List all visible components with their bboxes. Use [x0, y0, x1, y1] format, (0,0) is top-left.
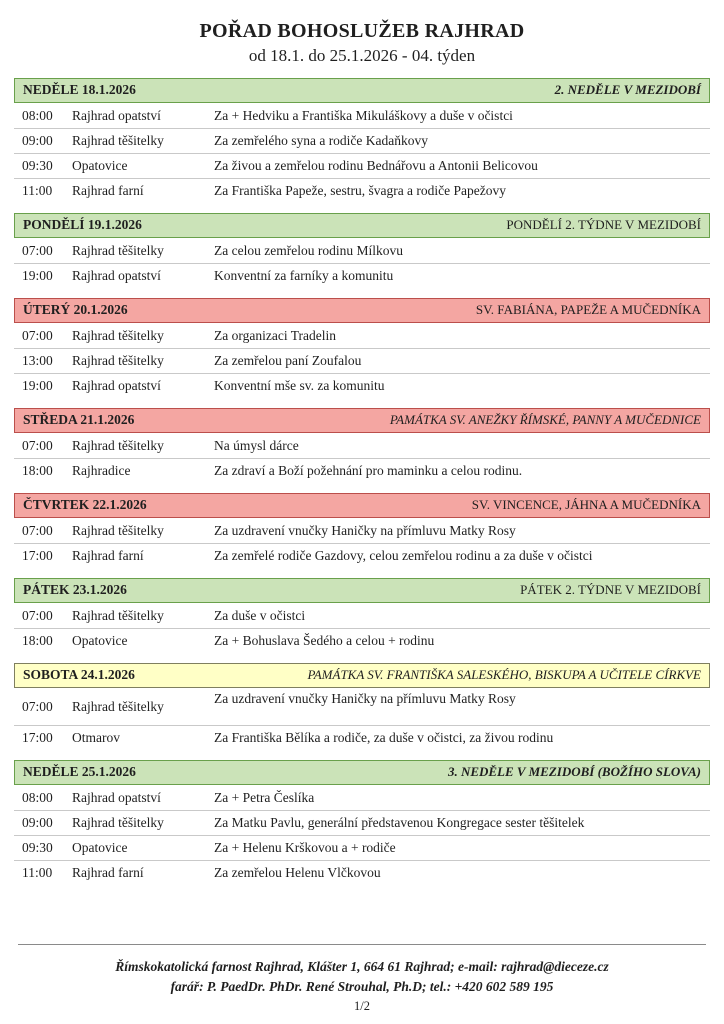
service-intention: Za celou zemřelou rodinu Mílkovu [214, 242, 403, 258]
service-intention: Za zemřelého syna a rodiče Kadaňkovy [214, 133, 429, 148]
service-time: 07:00 [22, 327, 53, 343]
service-row [14, 628, 710, 653]
service-time: 09:00 [22, 815, 53, 830]
service-row [14, 860, 710, 885]
service-time: 11:00 [22, 183, 53, 198]
service-row [14, 688, 710, 725]
service-place: Rajhrad těšitelky [72, 607, 164, 623]
parish-priest-line: farář: P. PaedDr. PhDr. René Strouhal, Ph.D; tel.: +420 602 589 195 [170, 979, 554, 994]
day-label: NEDĚLE 25.1.2026 [23, 764, 136, 779]
service-place: Opatovice [72, 633, 128, 648]
feast-label: PAMÁTKA SV. FRANTIŠKA SALESKÉHO, BISKUPA A UČITELE CÍRKVE [307, 667, 701, 682]
service-place: Rajhrad těšitelky [72, 353, 164, 368]
day-rows [14, 603, 710, 653]
service-time: 19:00 [22, 378, 53, 393]
service-time: 19:00 [22, 268, 53, 283]
service-intention: Za uzdravení vnučky Haničky na přímluvu Matky Rosy [214, 522, 516, 538]
service-place: Otmarov [72, 730, 120, 745]
parish-address-line: Římskokatolická farnost Rajhrad, Klášter 1, 664 61 Rajhrad; e-mail: rajhrad@dieceze.cz [115, 959, 609, 974]
day-rows [14, 785, 710, 885]
day-section [14, 408, 710, 483]
service-row [14, 433, 710, 458]
service-time: 07:00 [22, 437, 53, 453]
day-label: STŘEDA 21.1.2026 [23, 412, 135, 427]
service-time: 17:00 [22, 730, 53, 745]
day-section [14, 213, 710, 288]
feast-label: SV. VINCENCE, JÁHNA A MUČEDNÍKA [471, 497, 701, 512]
day-label: PÁTEK 23.1.2026 [23, 582, 127, 597]
service-time: 18:00 [22, 463, 53, 478]
service-row [14, 518, 710, 543]
service-intention: Za živou a zemřelou rodinu Bednářovu a Antonii Belicovou [214, 158, 538, 173]
day-section [14, 663, 710, 750]
page-subtitle: od 18.1. do 25.1.2026 - 04. týden [248, 46, 476, 65]
service-time: 09:00 [22, 133, 53, 148]
service-time: 18:00 [22, 633, 53, 648]
service-place: Rajhrad farní [72, 183, 144, 198]
day-rows [14, 238, 710, 288]
service-row [14, 128, 710, 153]
service-time: 07:00 [22, 698, 53, 714]
service-place: Rajhrad těšitelky [72, 242, 164, 258]
feast-label: PAMÁTKA SV. ANEŽKY ŘÍMSKÉ, PANNY A MUČEDNICE [389, 412, 701, 427]
service-place: Rajhrad těšitelky [72, 815, 164, 830]
day-rows [14, 323, 710, 398]
day-label: NEDĚLE 18.1.2026 [23, 82, 136, 97]
day-header [14, 760, 710, 785]
service-place: Opatovice [72, 840, 128, 855]
day-label: PONDĚLÍ 19.1.2026 [23, 217, 142, 232]
service-row [14, 348, 710, 373]
feast-label: 3. NEDĚLE V MEZIDOBÍ (BOŽÍHO SLOVA) [447, 764, 701, 779]
service-row [14, 263, 710, 288]
service-intention: Za Františka Papeže, sestru, švagra a rodiče Papežovy [214, 183, 507, 198]
service-time: 09:30 [22, 158, 53, 173]
feast-label: PONDĚLÍ 2. TÝDNE V MEZIDOBÍ [506, 217, 701, 232]
service-intention: Konventní za farníky a komunitu [214, 268, 394, 283]
service-intention: Za zemřelou Helenu Vlčkovou [214, 865, 381, 880]
day-section [14, 578, 710, 653]
service-place: Rajhrad těšitelky [72, 522, 164, 538]
service-row [14, 543, 710, 568]
service-row [14, 835, 710, 860]
service-place: Rajhrad těšitelky [72, 698, 164, 714]
day-section [14, 298, 710, 398]
day-section [14, 760, 710, 885]
day-section [14, 78, 710, 203]
day-rows [14, 433, 710, 483]
page-number: 1/2 [354, 999, 370, 1013]
day-header [14, 213, 710, 238]
day-label: SOBOTA 24.1.2026 [23, 667, 135, 682]
service-row [14, 153, 710, 178]
service-time: 07:00 [22, 607, 53, 623]
day-rows [14, 103, 710, 203]
feast-label: SV. FABIÁNA, PAPEŽE A MUČEDNÍKA [475, 302, 701, 317]
service-intention: Za + Hedviku a Františka Mikuláškovy a duše v očistci [214, 107, 513, 123]
day-label: ČTVRTEK 22.1.2026 [23, 497, 147, 512]
day-label: ÚTERÝ 20.1.2026 [23, 302, 128, 317]
day-header [14, 578, 710, 603]
day-rows [14, 518, 710, 568]
service-row [14, 785, 710, 810]
service-row [14, 373, 710, 398]
schedule-sections [14, 78, 710, 885]
service-time: 07:00 [22, 242, 53, 258]
service-place: Rajhrad opatství [72, 789, 161, 805]
service-intention: Za zemřelou paní Zoufalou [214, 353, 362, 368]
service-place: Opatovice [72, 158, 128, 173]
service-place: Rajhradice [72, 463, 131, 478]
service-time: 08:00 [22, 789, 53, 805]
service-row [14, 323, 710, 348]
service-intention: Za + Bohuslava Šedého a celou + rodinu [214, 633, 435, 648]
service-intention: Za + Petra Česlíka [214, 789, 315, 805]
service-intention: Za uzdravení vnučky Haničky na přímluvu Matky Rosy [214, 691, 516, 706]
page-footer [18, 944, 706, 1014]
service-place: Rajhrad těšitelky [72, 437, 164, 453]
service-intention: Za zemřelé rodiče Gazdovy, celou zemřelou rodinu a za duše v očistci [214, 548, 593, 563]
service-time: 07:00 [22, 522, 53, 538]
service-time: 13:00 [22, 353, 53, 368]
service-intention: Za + Helenu Krškovou a + rodiče [214, 840, 396, 855]
service-place: Rajhrad opatství [72, 107, 161, 123]
service-place: Rajhrad opatství [72, 378, 161, 393]
service-row [14, 810, 710, 835]
service-place: Rajhrad těšitelky [72, 133, 164, 148]
day-header [14, 408, 710, 433]
service-row [14, 458, 710, 483]
service-time: 17:00 [22, 548, 53, 563]
service-intention: Za organizaci Tradelin [214, 327, 336, 343]
day-header [14, 298, 710, 323]
service-row [14, 238, 710, 263]
day-section [14, 493, 710, 568]
service-place: Rajhrad farní [72, 548, 144, 563]
service-row [14, 603, 710, 628]
service-place: Rajhrad opatství [72, 268, 161, 283]
feast-label: PÁTEK 2. TÝDNE V MEZIDOBÍ [520, 582, 701, 597]
service-intention: Na úmysl dárce [214, 437, 299, 453]
day-header [14, 493, 710, 518]
page-title: POŘAD BOHOSLUŽEB RAJHRAD [199, 20, 525, 42]
service-row [14, 725, 710, 750]
day-header [14, 78, 710, 103]
service-place: Rajhrad farní [72, 865, 144, 880]
service-row [14, 103, 710, 128]
day-header [14, 663, 710, 688]
service-time: 09:30 [22, 840, 53, 855]
service-intention: Za zdraví a Boží požehnání pro maminku a celou rodinu. [214, 463, 523, 478]
feast-label: 2. NEDĚLE V MEZIDOBÍ [554, 82, 701, 97]
service-intention: Za Matku Pavlu, generální představenou Kongregace sester těšitelek [214, 815, 585, 830]
service-time: 11:00 [22, 865, 53, 880]
service-place: Rajhrad těšitelky [72, 327, 164, 343]
service-intention: Za Františka Bělíka a rodiče, za duše v očistci, za živou rodinu [214, 730, 554, 745]
service-intention: Za duše v očistci [214, 607, 306, 623]
service-intention: Konventní mše sv. za komunitu [214, 378, 385, 393]
day-rows [14, 688, 710, 750]
service-time: 08:00 [22, 107, 53, 123]
service-row [14, 178, 710, 203]
